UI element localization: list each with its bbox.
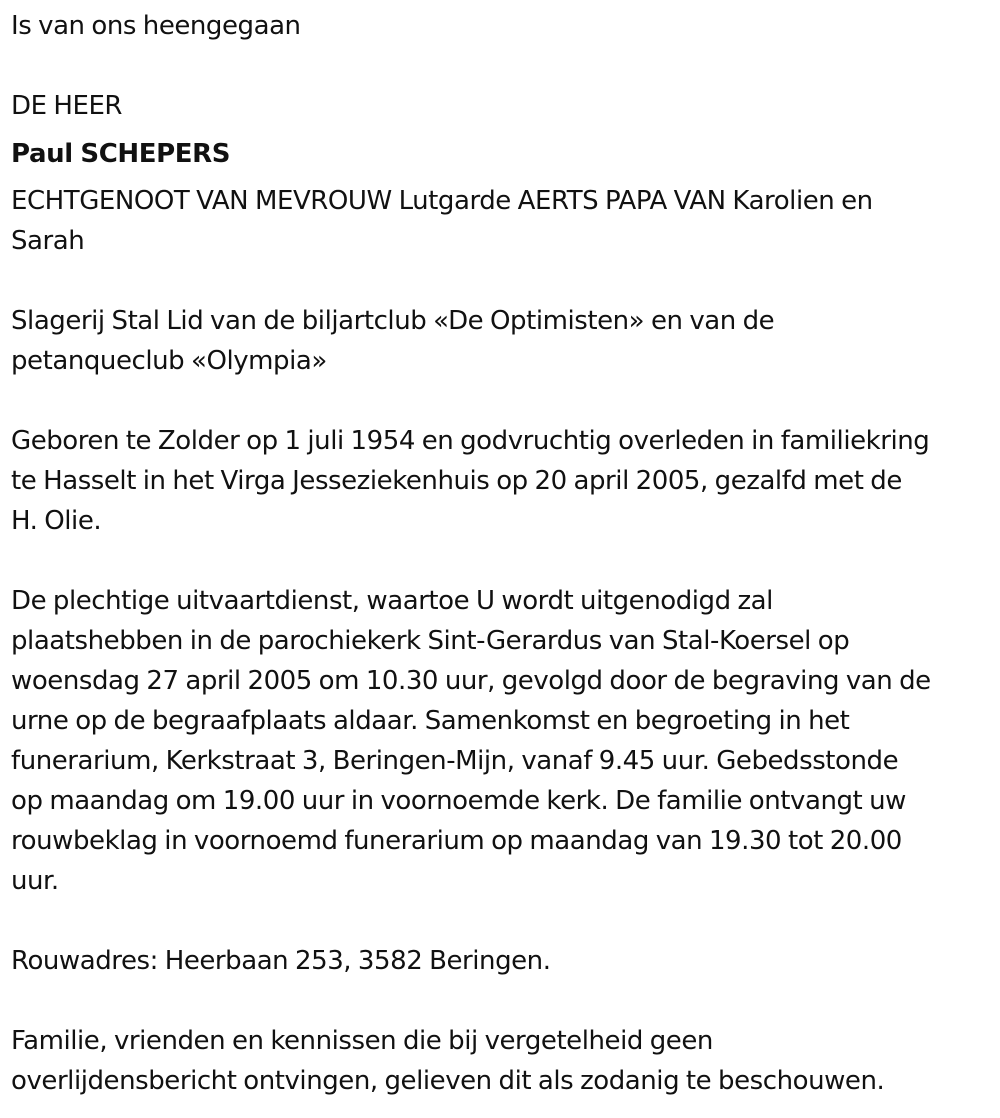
club-line: petanqueclub «Olympia» bbox=[11, 346, 327, 376]
address-line: Rouwadres: Heerbaan 253, 3582 Beringen. bbox=[11, 946, 551, 976]
intro-text: Is van ons heengegaan bbox=[11, 11, 301, 41]
deceased-name: Paul SCHEPERS bbox=[11, 139, 231, 169]
relation-line: ECHTGENOOT VAN MEVROUW Lutgarde AERTS PAPA VAN Karolien en bbox=[11, 186, 873, 216]
relation-line: Sarah bbox=[11, 226, 85, 256]
funeral-line: plaatshebben in de parochiekerk Sint-Gerardus van Stal-Koersel op bbox=[11, 626, 850, 656]
closing-line: Familie, vrienden en kennissen die bij vergetelheid geen bbox=[11, 1026, 713, 1056]
club-line: Slagerij Stal Lid van de biljartclub «De Optimisten» en van de bbox=[11, 306, 775, 336]
closing-line: overlijdensbericht ontvingen, gelieven dit als zodanig te beschouwen. bbox=[11, 1066, 885, 1096]
birth-line: Geboren te Zolder op 1 juli 1954 en godvruchtig overleden in familiekring bbox=[11, 426, 930, 456]
birth-line: te Hasselt in het Virga Jesseziekenhuis op 20 april 2005, gezalfd met de bbox=[11, 466, 902, 496]
funeral-line: urne op de begraafplaats aldaar. Samenkomst en begroeting in het bbox=[11, 706, 850, 736]
funeral-line: rouwbeklag in voornoemd funerarium op maandag van 19.30 tot 20.00 bbox=[11, 826, 902, 856]
funeral-line: funerarium, Kerkstraat 3, Beringen-Mijn, vanaf 9.45 uur. Gebedsstonde bbox=[11, 746, 899, 776]
funeral-line: uur. bbox=[11, 866, 59, 896]
title-prefix: DE HEER bbox=[11, 91, 123, 121]
funeral-line: De plechtige uitvaartdienst, waartoe U wordt uitgenodigd zal bbox=[11, 586, 773, 616]
birth-line: H. Olie. bbox=[11, 506, 102, 536]
funeral-line: op maandag om 19.00 uur in voornoemde kerk. De familie ontvangt uw bbox=[11, 786, 906, 816]
funeral-line: woensdag 27 april 2005 om 10.30 uur, gevolgd door de begraving van de bbox=[11, 666, 931, 696]
